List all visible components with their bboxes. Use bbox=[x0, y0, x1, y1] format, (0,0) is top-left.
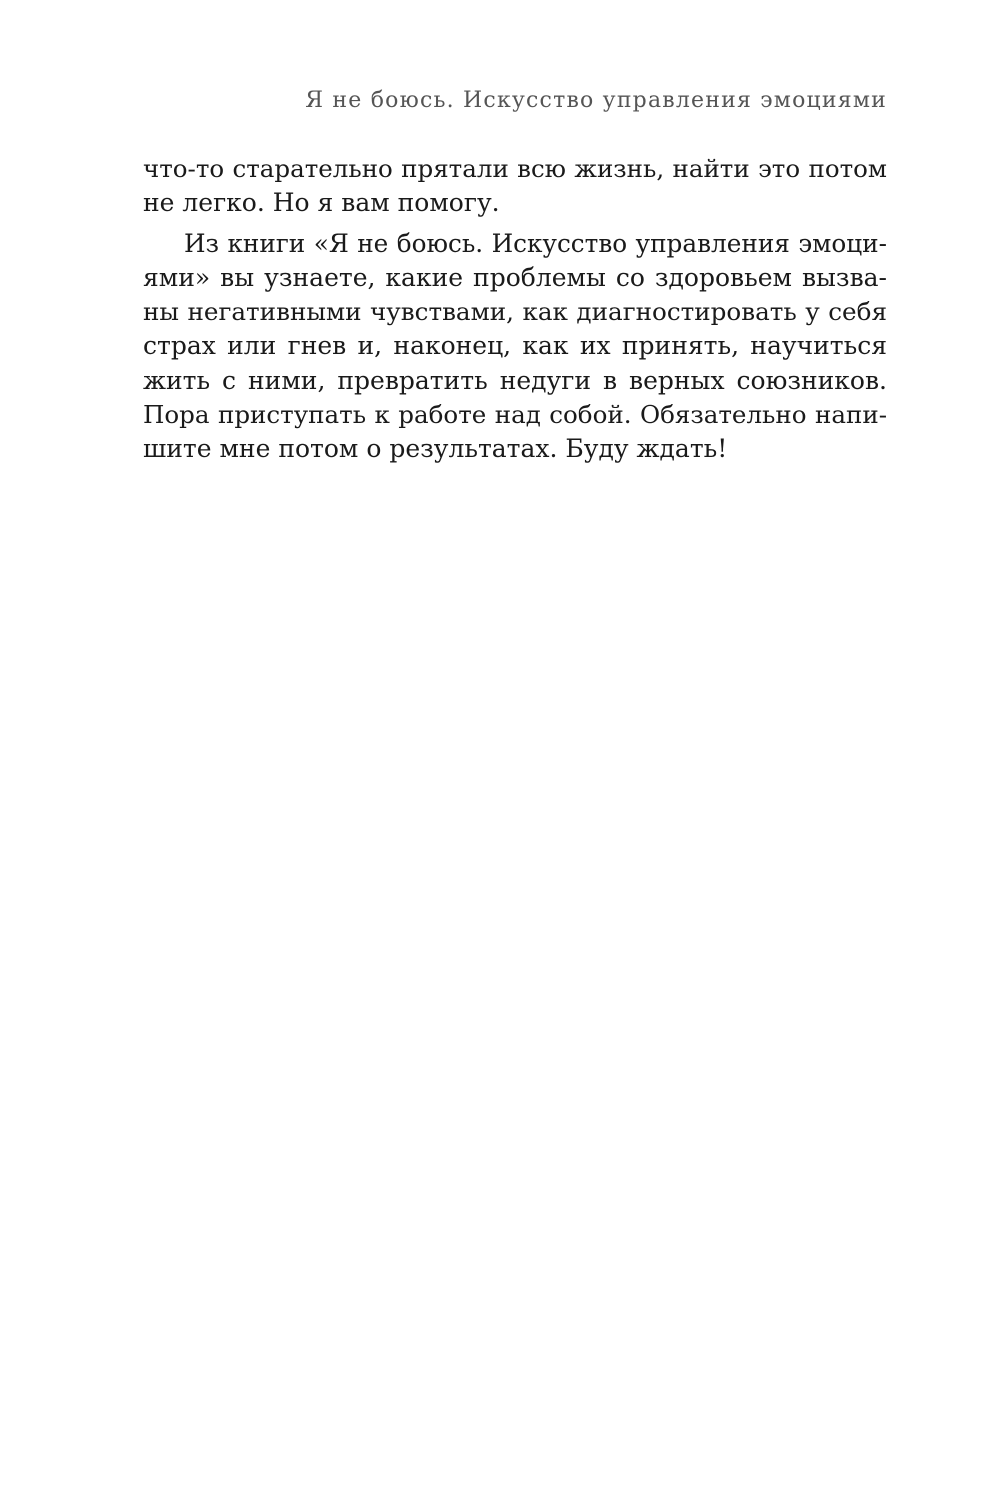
paragraph-1 bbox=[143, 152, 887, 221]
body-text bbox=[143, 152, 887, 467]
text-line: Пора приступать к работе над собой. Обязательно напи- bbox=[143, 400, 887, 430]
text-line: Из книги «Я не боюсь. Искусство управления эмоци- bbox=[184, 228, 887, 258]
text-line: не легко. Но я вам помогу. bbox=[143, 188, 500, 218]
text-line: жить с ними, превратить недуги в верных союзников. bbox=[143, 365, 887, 395]
text-line: ны негативными чувствами, как диагностировать у себя bbox=[143, 297, 887, 327]
paragraph-2 bbox=[143, 227, 887, 467]
text-line: страх или гнев и, наконец, как их принять, научиться bbox=[143, 331, 887, 361]
text-line: что-то старательно прятали всю жизнь, найти это потом bbox=[143, 154, 887, 183]
text-line: шите мне потом о результатах. Буду ждать! bbox=[143, 434, 728, 464]
text-line: ями» вы узнаете, какие проблемы со здоровьем вызва- bbox=[143, 262, 887, 292]
running-head: Я не боюсь. Искусство управления эмоциями bbox=[305, 88, 887, 113]
